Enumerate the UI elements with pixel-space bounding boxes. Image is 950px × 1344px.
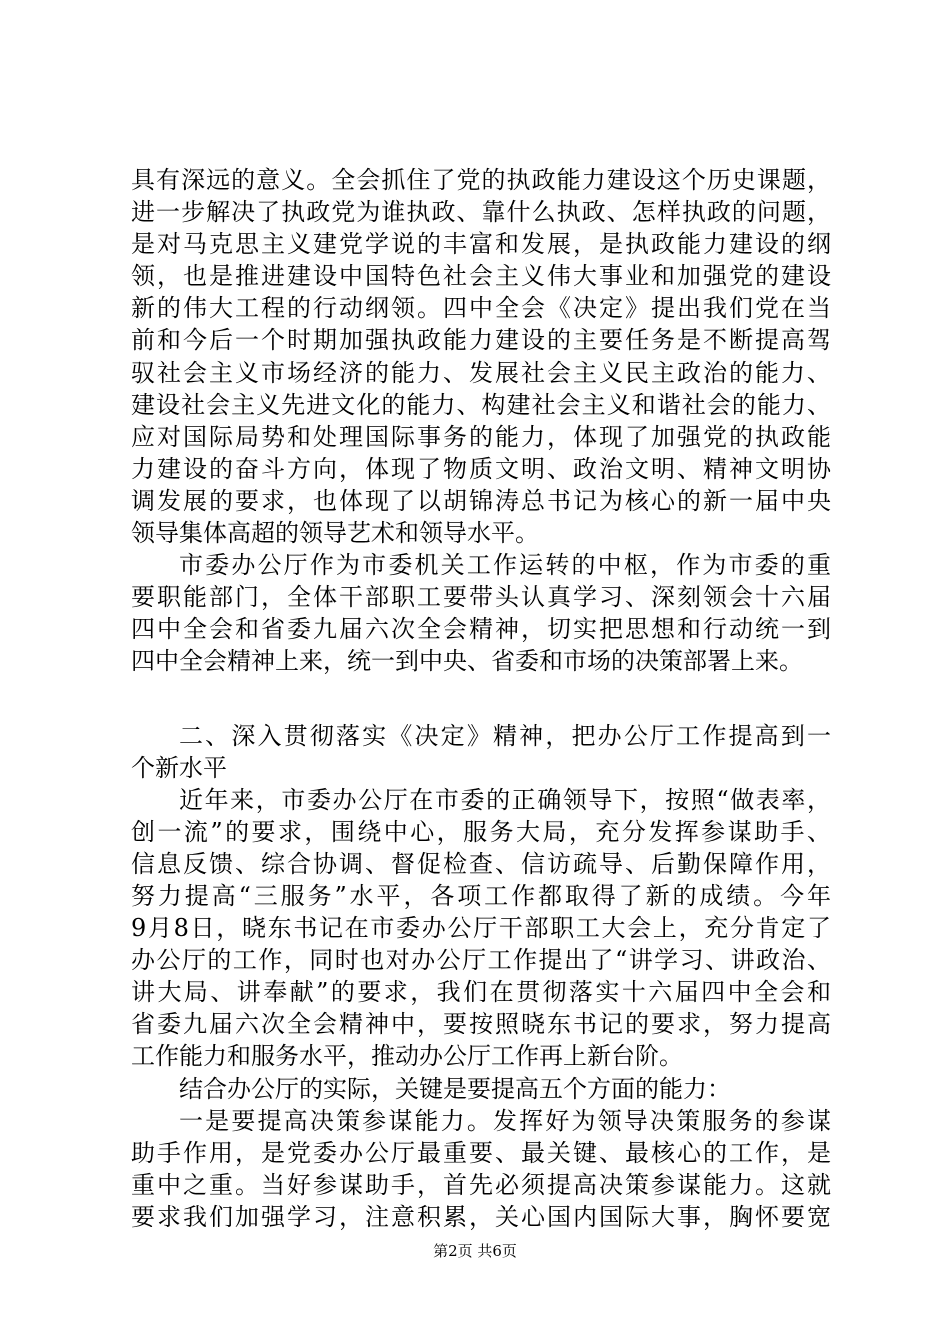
text-line: 结合办公厅的实际，关键是要提高五个方面的能力： — [179, 1074, 731, 1103]
text-line: 进一步解决了执政党为谁执政、靠什么执政、怎样执政的问题， — [131, 198, 831, 227]
text-line: 工作能力和服务水平，推动办公厅工作再上新台阶。 — [131, 1042, 683, 1071]
text-line: 办公厅的工作，同时也对办公厅工作提出了“讲学习、讲政治、 — [131, 946, 831, 975]
document-body — [131, 164, 831, 1233]
text-line: 领导集体高超的领导艺术和领导水平。 — [131, 519, 539, 548]
text-line: 是对马克思主义建党学说的丰富和发展，是执政能力建设的纲 — [131, 230, 831, 259]
text-line: 具有深远的意义。全会抓住了党的执政能力建设这个历史课题， — [131, 166, 831, 194]
text-line: 新的伟大工程的行动纲领。四中全会《决定》提出我们党在当 — [131, 294, 831, 323]
text-line: 要职能部门，全体干部职工要带头认真学习、深刻领会十六届 — [131, 583, 831, 612]
page-number-label: 第2页 共6页 — [433, 1242, 517, 1260]
text-line: 个新水平 — [131, 753, 227, 782]
text-line: 创一流”的要求，围绕中心，服务大局，充分发挥参谋助手、 — [131, 817, 831, 846]
text-line: 近年来，市委办公厅在市委的正确领导下，按照“做表率， — [179, 785, 831, 814]
text-line: 一是要提高决策参谋能力。发挥好为领导决策服务的参谋 — [179, 1106, 831, 1135]
text-line: 信息反馈、综合协调、督促检查、信访疏导、后勤保障作用， — [131, 849, 831, 878]
text-line: 努力提高“三服务”水平，各项工作都取得了新的成绩。今年 — [131, 881, 831, 910]
text-line: 力建设的奋斗方向，体现了物质文明、政治文明、精神文明协 — [131, 454, 831, 483]
paragraph — [131, 1105, 831, 1233]
text-line: 9月8日，晓东书记在市委办公厅干部职工大会上，充分肯定了 — [131, 914, 831, 943]
text-line: 前和今后一个时期加强执政能力建设的主要任务是不断提高驾 — [131, 326, 831, 355]
text-line: 省委九届六次全会精神中，要按照晓东书记的要求，努力提高 — [131, 1010, 831, 1039]
text-line: 领，也是推进建设中国特色社会主义伟大事业和加强党的建设 — [131, 262, 831, 291]
page-footer — [0, 1241, 950, 1261]
text-line: 建设社会主义先进文化的能力、构建社会主义和谐社会的能力、 — [131, 390, 831, 419]
text-line: 调发展的要求，也体现了以胡锦涛总书记为核心的新一届中央 — [131, 486, 831, 515]
text-line: 助手作用，是党委办公厅最重要、最关键、最核心的工作，是 — [131, 1138, 831, 1167]
text-line: 四中全会和省委九届六次全会精神，切实把思想和行动统一到 — [131, 615, 831, 644]
paragraph — [131, 549, 831, 677]
text-line: 重中之重。当好参谋助手，首先必须提高决策参谋能力。这就 — [131, 1170, 831, 1199]
text-line: 驭社会主义市场经济的能力、发展社会主义民主政治的能力、 — [131, 358, 831, 387]
paragraph — [131, 164, 831, 549]
text-line: 应对国际局势和处理国际事务的能力，体现了加强党的执政能 — [131, 422, 831, 451]
paragraph-gap — [131, 678, 831, 720]
paragraph — [131, 720, 831, 784]
text-line: 市委办公厅作为市委机关工作运转的中枢，作为市委的重 — [179, 551, 831, 580]
text-line: 四中全会精神上来，统一到中央、省委和市场的决策部署上来。 — [131, 647, 803, 676]
text-line: 讲大局、讲奉献”的要求，我们在贯彻落实十六届四中全会和 — [131, 978, 831, 1007]
text-line: 要求我们加强学习，注意积累，关心国内国际大事，胸怀要宽 — [131, 1202, 831, 1231]
paragraph — [131, 1073, 831, 1105]
text-line: 二、深入贯彻落实《决定》精神，把办公厅工作提高到一 — [179, 721, 831, 750]
paragraph — [131, 784, 831, 1073]
